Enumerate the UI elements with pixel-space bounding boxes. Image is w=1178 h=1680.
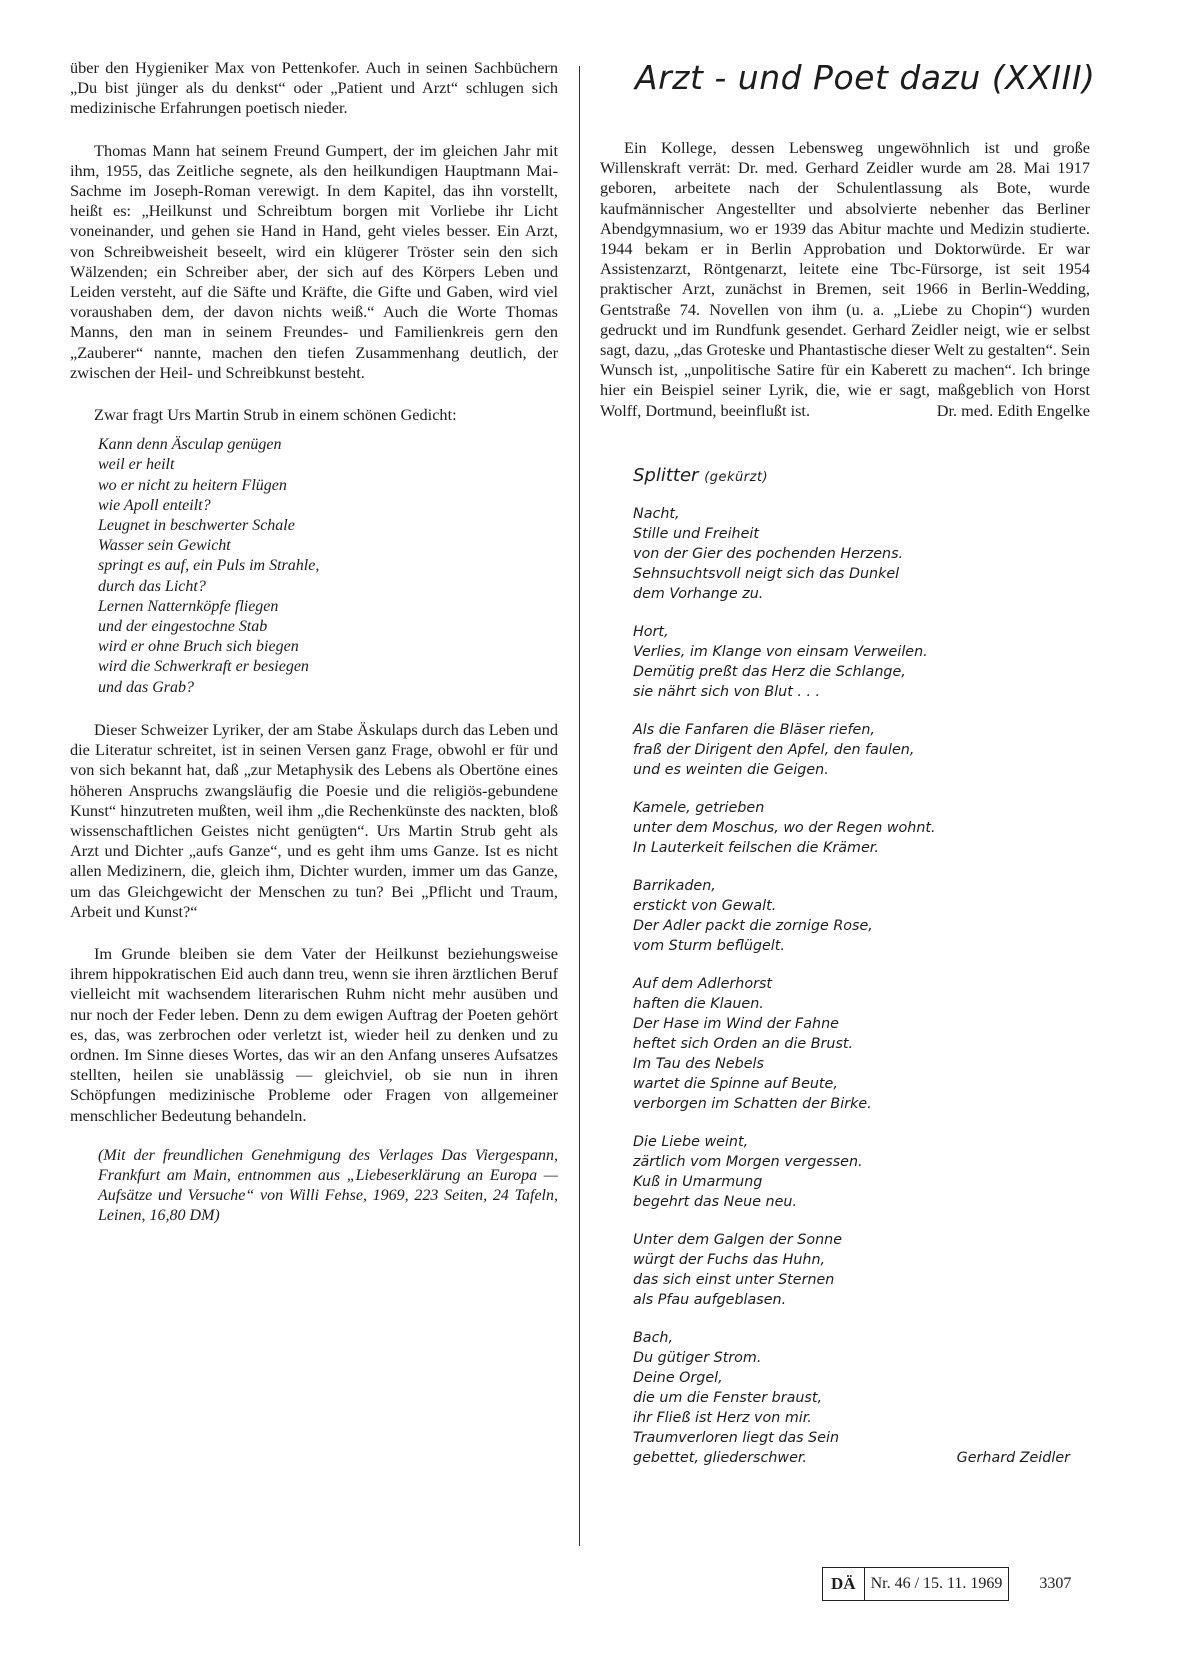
poem-line: Hort, bbox=[633, 623, 669, 640]
poem-stanza bbox=[633, 974, 1090, 1114]
poem-line: ihr Fließ ist Herz von mir. bbox=[633, 1409, 812, 1426]
poem-line: unter dem Moschus, wo der Regen wohnt. bbox=[633, 819, 936, 836]
poem-line: Deine Orgel, bbox=[633, 1369, 723, 1386]
poem-line: Verlies, im Klange von einsam Verweilen. bbox=[633, 643, 928, 660]
poem-line: das sich einst unter Sternen bbox=[633, 1271, 835, 1288]
poem-line: Du gütiger Strom. bbox=[633, 1349, 762, 1366]
poem-line: begehrt das Neue neu. bbox=[633, 1193, 798, 1210]
poem-line: Stille und Freiheit bbox=[633, 525, 759, 542]
quote-line: wo er nicht zu heitern Flügen bbox=[98, 476, 287, 494]
poem-line: Barrikaden, bbox=[633, 877, 716, 894]
article-title: Arzt - und Poet dazu (XXIII) bbox=[635, 58, 1096, 97]
poem-line: Im Tau des Nebels bbox=[633, 1055, 764, 1072]
signoff-author: Dr. med. Edith Engelke bbox=[936, 400, 1090, 420]
poem-line: Bach, bbox=[633, 1329, 674, 1346]
poem-stanza bbox=[633, 1328, 1090, 1468]
quote-line: und der eingestochne Stab bbox=[98, 618, 268, 636]
quote-line: wird er ohne Bruch sich biegen bbox=[98, 638, 299, 656]
poem-line: Demütig preßt das Herz die Schlange, bbox=[633, 663, 906, 680]
poem-line: Unter dem Galgen der Sonne bbox=[633, 1231, 843, 1248]
poem-subtitle: (gekürzt) bbox=[704, 469, 769, 485]
poem-stanza bbox=[633, 798, 1090, 858]
page-number: 3307 bbox=[1039, 1575, 1072, 1592]
quote-line: Lernen Natternköpfe fliegen bbox=[98, 597, 279, 615]
journal-logo: DÄ bbox=[822, 1567, 864, 1601]
intro-text: Ein Kollege, dessen Lebensweg ungewöhnlich ist und große Willenskraft verrät: Dr. med. Gerhard Zeidler wurde am 28. Mai 1917 geboren, arbeitete nach der Schulentlassung als Bote, wurde kaufmännischer Angestellter und absolvierte nebenher das Berliner Abendgymnasium, wo er 1939 das Abitur machte und Medizin studierte. 1944 bekam er in Berlin Approbation und Doktorwürde. Er war Assistenzarzt, Röntgenarzt, leitete eine Tbc-Fürsorge, ist seit 1954 praktischer Arzt, zunächst in Bremen, seit 1966 in Berlin-Wedding, Gentstraße 74. Novellen von ihm (u. a. „Liebe zu Chopin“) wurden gedruckt und im Rundfunk gesendet. Gerhard Zeidler neigt, wie er selbst sagt, dazu, „das Groteske und Phantastische dieser Welt zu gestalten“. Sein Wunsch ist, „unpolitische Satire für ein Kaberett zu machen“. Ich bringe hier ein Beispiel seiner Lyrik, die, wie er sagt, maßgeblich von Horst Wolff, Dortmund, beeinflußt ist. bbox=[600, 138, 1090, 420]
poem-line: und es weinten die Geigen. bbox=[633, 761, 829, 778]
issue-info: Nr. 46 / 15. 11. 1969 bbox=[864, 1567, 1010, 1601]
poem-line: die um die Fenster braust, bbox=[633, 1389, 823, 1406]
poem-line: haften die Klauen. bbox=[633, 995, 764, 1012]
page-footer bbox=[822, 1567, 1071, 1601]
poem-line: verborgen im Schatten der Birke. bbox=[633, 1095, 872, 1112]
poem bbox=[633, 465, 1090, 1468]
poem-line: Der Hase im Wind der Fahne bbox=[633, 1015, 839, 1032]
poem-line: Traumverloren liegt das Sein bbox=[633, 1429, 840, 1446]
quote-line: Wasser sein Gewicht bbox=[98, 537, 231, 555]
poem-line: sie nährt sich von Blut . . . bbox=[633, 683, 821, 700]
poem-line: heftet sich Orden an die Brust. bbox=[633, 1035, 854, 1052]
poem-line: vom Sturm beflügelt. bbox=[633, 937, 785, 954]
poem-line bbox=[633, 1448, 1090, 1468]
column-divider bbox=[579, 66, 580, 1546]
poem-stanza bbox=[633, 622, 1090, 702]
right-column bbox=[600, 58, 1096, 1468]
poem-line: Kamele, getrieben bbox=[633, 799, 765, 816]
quote-line: durch das Licht? bbox=[98, 577, 206, 595]
poem-last-line: gebettet, gliederschwer. bbox=[633, 1449, 807, 1466]
poem-stanza bbox=[633, 1132, 1090, 1212]
poem-line: fraß der Dirigent den Apfel, den faulen, bbox=[633, 741, 915, 758]
poem-line: erstickt von Gewalt. bbox=[633, 897, 777, 914]
poem-title bbox=[633, 465, 1090, 489]
paragraph-4: Dieser Schweizer Lyriker, der am Stabe Äskulaps durch das Leben und die Literatur schreitet, ist in seinen Versen ganz Frage, obwohl er für und von sich bekannt hat, daß „zur Metaphysik des Lebens als Obertöne eines höheren Anspruchs zwangsläufig die Poesie und die religiös-gebundene Kunst“ hinzutreten mußten, weil ihm „die Rechenkünste des nackten, bloß wissenschaftlichen Geistes nicht genügten“. Urs Martin Strub geht als Arzt und Dichter „aufs Ganze“, und es geht ihm ums Ganze. Ist es nicht allen Medizinern, die, gleich ihm, Dichter wurden, immer um das Ganze, um das Gleichgewicht der Menschen zu tun? Bei „Pflicht und Traum, Arbeit und Kunst?“ bbox=[70, 719, 558, 921]
paragraph-1: über den Hygieniker Max von Pettenkofer. Auch in seinen Sachbüchern „Du bist jünger als du denkst“ oder „Patient und Arzt“ schlugen sich medizinische Erfahrungen poetisch nieder. bbox=[70, 58, 558, 118]
poem-line: Nacht, bbox=[633, 505, 680, 522]
poem-line: Der Adler packt die zornige Rose, bbox=[633, 917, 873, 934]
strub-poem-quote bbox=[98, 435, 558, 698]
poem-title-text: Splitter bbox=[633, 464, 699, 486]
poem-line: Auf dem Adlerhorst bbox=[633, 975, 773, 992]
poem-line: von der Gier des pochenden Herzens. bbox=[633, 545, 904, 562]
intro-paragraph bbox=[600, 138, 1090, 421]
paragraph-3: Zwar fragt Urs Martin Strub in einem schönen Gedicht: bbox=[94, 405, 457, 425]
paragraph-5: Im Grunde bleiben sie dem Vater der Heilkunst beziehungsweise ihrem hippokratischen Eid auch dann treu, wenn sie ihren ärztlichen Beruf vielleicht mit wachsendem literarischen Ruhm nicht mehr ausüben und nur noch der Feder leben. Denn zu dem ewigen Auftrag der Poeten gehört es, das, was zerbrochen oder verletzt ist, wieder heil zu denken und zu ordnen. Im Sinne dieses Wortes, das wir an den Anfang unseres Aufsatzes stellten, heilen sie unablässig — gleichviel, ob sie nun in ihren Schöpfungen medizinische Probleme oder Fragen von allgemeiner menschlicher Bedeutung behandeln. bbox=[70, 943, 558, 1125]
quote-line: springt es auf, ein Puls im Strahle, bbox=[98, 557, 320, 575]
paragraph-2: Thomas Mann hat seinem Freund Gumpert, der im gleichen Jahr mit ihm, 1955, das Zeitliche segnete, als den heilkundigen Hauptmann Mai-Sachme im Joseph-Roman verewigt. In dem Kapitel, das ihn vorstellt, heißt es: „Heilkunst und Schreibtum borgen mit Vorliebe ihr Licht voneinander, und gehen sie Hand in Hand, geht vieles besser. Ein Arzt, von Schreibweisheit beseelt, wird ein klügerer Tröster sein den sich Wälzenden; ein Schreiber aber, der sich auf des Körpers Leben und Leiden versteht, auf die Säfte und Kräfte, die Gifte und Gaben, wird viel voraushaben dem, der davon nichts weiß.“ Auch die Worte Thomas Manns, den man in seinem Freundes- und Familienkreis gern den „Zauberer“ nannte, machen den tiefen Zusammenhang deutlich, der zwischen der Heil- und Schreibkunst besteht. bbox=[70, 140, 558, 382]
poem-stanza bbox=[633, 504, 1090, 604]
poem-line: Kuß in Umarmung bbox=[633, 1173, 763, 1190]
poem-stanza bbox=[633, 876, 1090, 956]
quote-line: wird die Schwerkraft er besiegen bbox=[98, 658, 309, 676]
poem-stanza bbox=[633, 1230, 1090, 1310]
quote-line: und das Grab? bbox=[98, 678, 195, 696]
poem-line: In Lauterkeit feilschen die Krämer. bbox=[633, 839, 879, 856]
poem-line: zärtlich vom Morgen vergessen. bbox=[633, 1153, 863, 1170]
poem-line: Sehnsuchtsvoll neigt sich das Dunkel bbox=[633, 565, 900, 582]
quote-line: Leugnet in beschwerter Schale bbox=[98, 517, 295, 535]
source-note: (Mit der freundlichen Genehmigung des Verlages Das Viergespann, Frankfurt am Main, entnommen aus „Liebeserklärung an Europa — Aufsätze und Versuche“ von Willi Fehse, 1969, 223 Seiten, 24 Tafeln, Leinen, 16,80 DM) bbox=[98, 1146, 558, 1225]
quote-line: Kann denn Äsculap genügen bbox=[98, 436, 282, 454]
quote-line: weil er heilt bbox=[98, 456, 175, 474]
poem-line: wartet die Spinne auf Beute, bbox=[633, 1075, 838, 1092]
poem-stanza bbox=[633, 720, 1090, 780]
poem-line: dem Vorhange zu. bbox=[633, 585, 764, 602]
poem-author: Gerhard Zeidler bbox=[956, 1449, 1070, 1466]
poem-line: würgt der Fuchs das Huhn, bbox=[633, 1251, 826, 1268]
poem-line: Die Liebe weint, bbox=[633, 1133, 749, 1150]
quote-line: wie Apoll enteilt? bbox=[98, 496, 211, 514]
poem-line: Als die Fanfaren die Bläser riefen, bbox=[633, 721, 875, 738]
poem-line: als Pfau aufgeblasen. bbox=[633, 1291, 787, 1308]
left-column bbox=[70, 58, 558, 1227]
